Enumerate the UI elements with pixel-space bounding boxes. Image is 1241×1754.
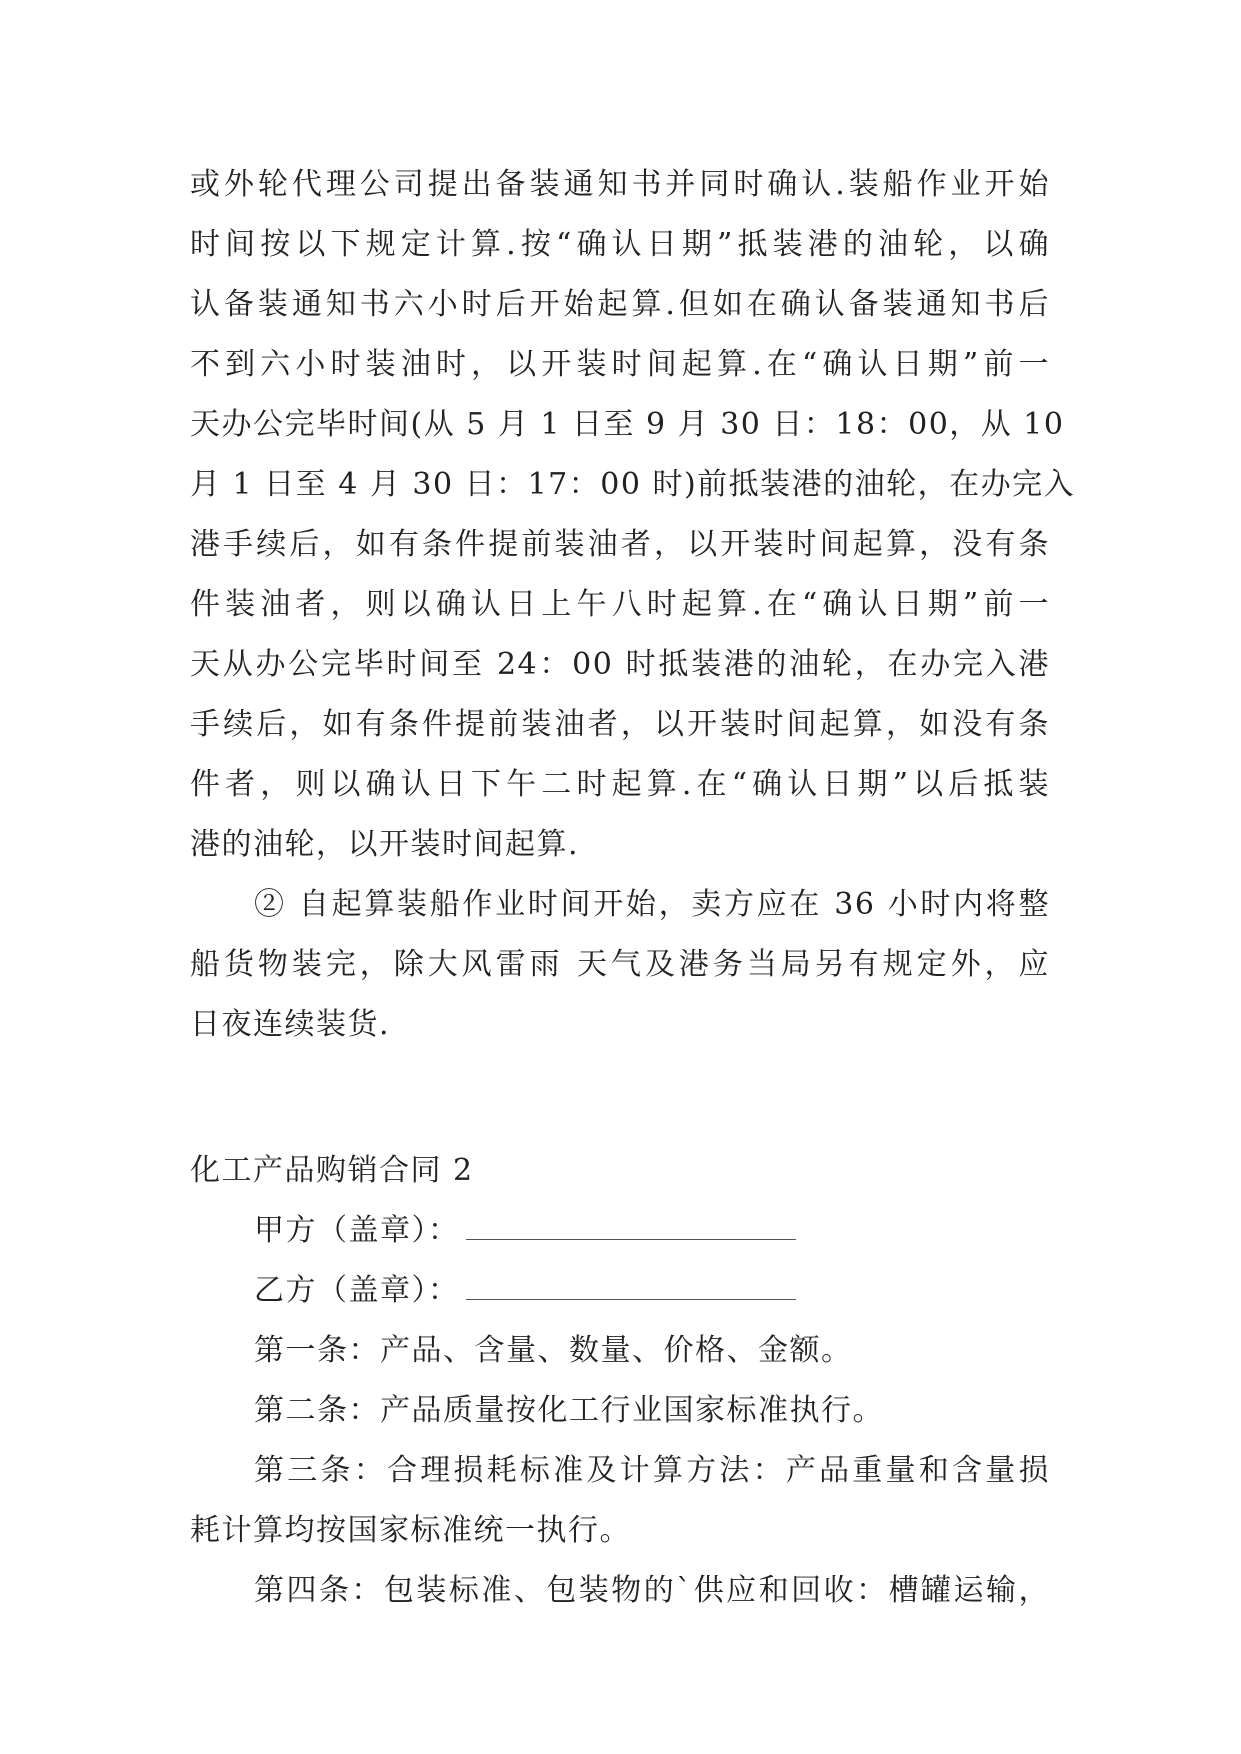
text-line: 天办公完毕时间(从 5 月 1 日至 9 月 30 日：18：00，从 10 <box>190 407 1065 442</box>
party-b-label: 乙方（盖章）： <box>254 1273 460 1308</box>
text-line: 船货物装完，除大风雷雨 天气及港务当局另有规定外，应 <box>190 947 1050 982</box>
text-line: 时间按以下规定计算.按“确认日期”抵装港的油轮，以确 <box>190 227 1050 262</box>
text-line: 港手续后，如有条件提前装油者，以开装时间起算，没有条 <box>190 527 1050 562</box>
party-b-row <box>190 1261 1050 1321</box>
text-line: 手续后，如有条件提前装油者，以开装时间起算，如没有条 <box>190 707 1050 742</box>
text-line: 或外轮代理公司提出备装通知书并同时确认.装船作业开始 <box>190 167 1050 202</box>
contract-section <box>190 1141 1050 1621</box>
contract-title: 化工产品购销合同 2 <box>190 1153 474 1188</box>
clause-3-line-1: 第三条：合理损耗标准及计算方法：产品重量和含量损 <box>254 1453 1050 1488</box>
clause-1: 第一条：产品、含量、数量、价格、金额。 <box>254 1333 853 1368</box>
text-line: ② 自起算装船作业时间开始，卖方应在 36 小时内将整 <box>254 887 1050 922</box>
text-line: 天从办公完毕时间至 24：00 时抵装港的油轮，在办完入港 <box>190 647 1050 682</box>
party-a-label: 甲方（盖章）： <box>254 1213 460 1248</box>
party-b-signature-blank <box>466 1277 796 1300</box>
section-gap <box>190 1055 1050 1141</box>
party-a-signature-blank <box>466 1217 796 1240</box>
text-line: 件者，则以确认日下午二时起算.在“确认日期”以后抵装 <box>190 767 1050 802</box>
text-line: 认备装通知书六小时后开始起算.但如在确认备装通知书后 <box>190 287 1050 322</box>
clause-4-line-1: 第四条：包装标准、包装物的`供应和回收：槽罐运输， <box>254 1573 1050 1608</box>
clause-3-line-2: 耗计算均按国家标准统一执行。 <box>190 1513 631 1548</box>
text-line: 港的油轮，以开装时间起算. <box>190 827 580 862</box>
party-a-row <box>190 1201 1050 1261</box>
paragraph-loading-time <box>190 155 1076 875</box>
text-line: 日夜连续装货. <box>190 1007 391 1042</box>
clause-2: 第二条：产品质量按化工行业国家标准执行。 <box>254 1393 884 1428</box>
paragraph-continuous-loading <box>190 875 1050 1055</box>
text-line: 件装油者，则以确认日上午八时起算.在“确认日期”前一 <box>190 587 1050 622</box>
document-page <box>190 155 1076 1621</box>
text-line: 不到六小时装油时，以开装时间起算.在“确认日期”前一 <box>190 347 1050 382</box>
text-line: 月 1 日至 4 月 30 日：17：00 时)前抵装港的油轮，在办完入 <box>190 467 1076 502</box>
